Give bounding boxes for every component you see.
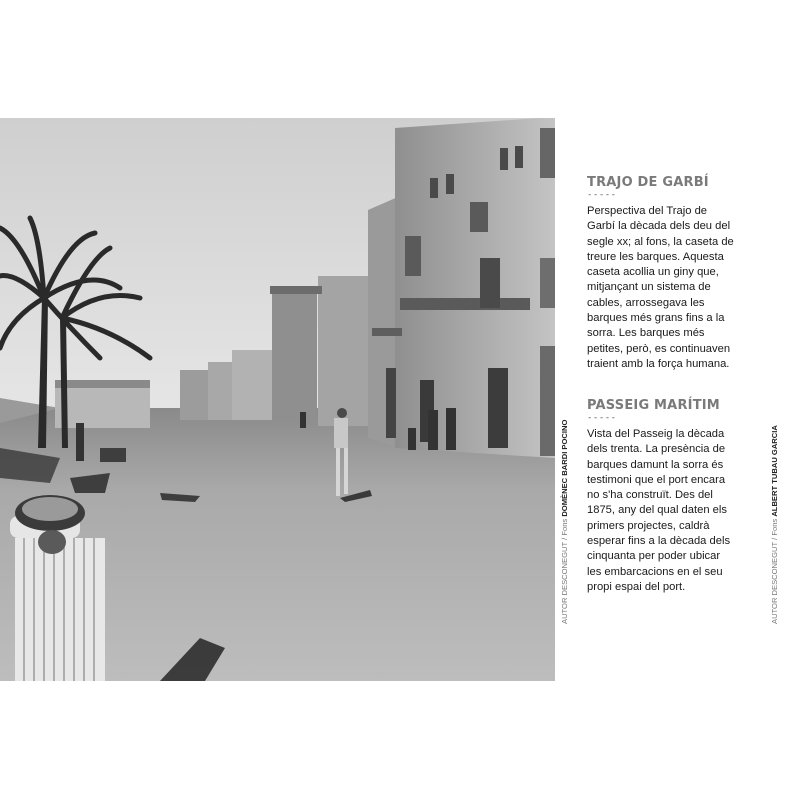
caption-text: Vista del Passeig la dècada dels trenta. La presència de barques damunt la sorra és testimoni que el port encara no s'ha construït. Des del 1875, any del qual daten els primers projectes, caldrà esperar fins a la dècada dels cinquanta per poder ubicar les embarcacions en el seu propi espai del port. xyxy=(587,428,731,593)
caption-passeig-maritim xyxy=(587,398,735,595)
caption-rule: ----- xyxy=(587,413,617,423)
caption-title: TRAJO DE GARBÍ xyxy=(587,175,709,190)
photo-credit-2 xyxy=(770,425,779,624)
caption-trajo-de-garbi xyxy=(587,175,735,372)
credit-author: AUTOR DESCONEGUT / xyxy=(770,535,779,624)
caption-rule: ----- xyxy=(587,190,617,200)
street-scene-illustration xyxy=(0,118,555,681)
credit-fons: ALBERT TUBAU GARCIA xyxy=(770,425,779,517)
historic-street-photo xyxy=(0,118,555,681)
credit-author: AUTOR DESCONEGUT / xyxy=(560,535,569,624)
tall-buildings xyxy=(368,118,555,458)
caption-title: PASSEIG MARÍTIM xyxy=(587,398,720,413)
credit-label: Fons xyxy=(770,516,779,536)
caption-text: Perspectiva del Trajo de Garbí la dècada dels deu del segle xx; al fons, la caseta de treure les barques. Aquesta caseta acollia un giny que, mitjançant un sistema de cables, arrossegava les barques més grans fins a la sorra. Les barques més petites, però, es continuaven traient amb la força humana. xyxy=(587,205,734,370)
photo-credit-1 xyxy=(560,420,569,624)
left-low-house xyxy=(55,386,150,428)
credit-label: Fons xyxy=(560,516,569,536)
credit-fons: DOMÈNEC BARDI POCINO xyxy=(560,419,569,517)
